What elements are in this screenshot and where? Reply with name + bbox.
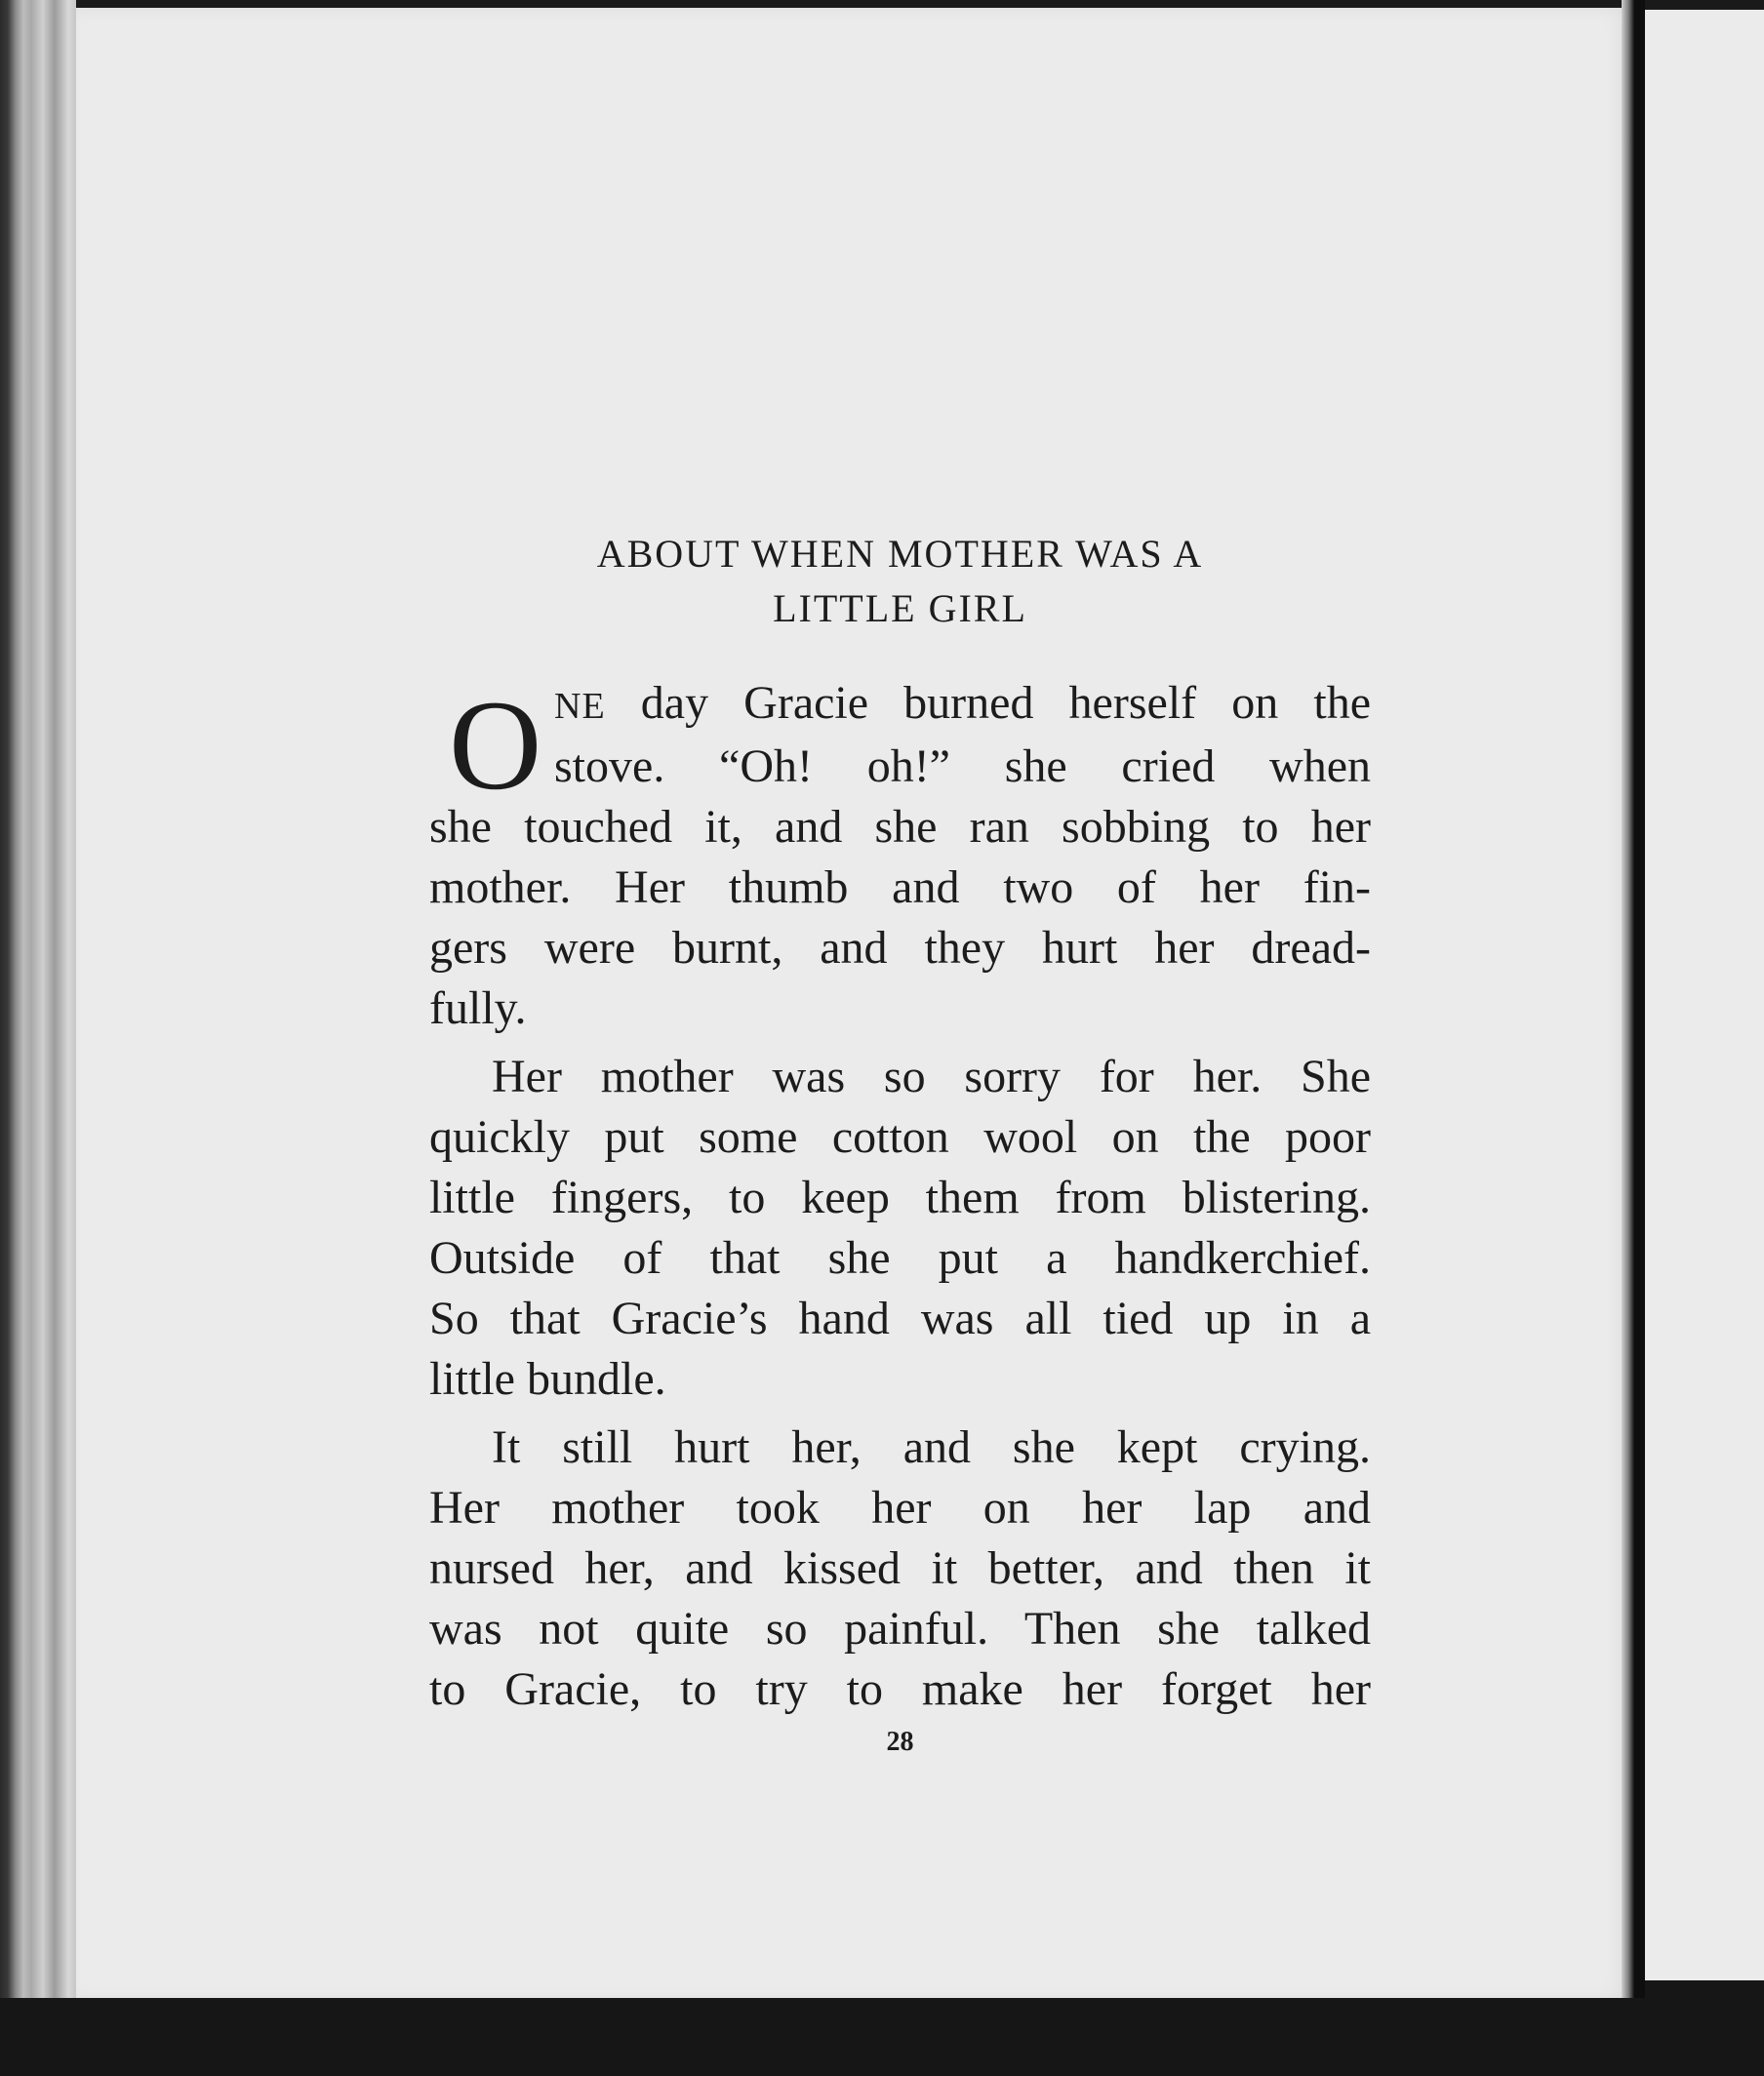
paragraph-line: little bundle.	[429, 1353, 666, 1405]
bottom-edge	[0, 1998, 1764, 2076]
paragraph-line: fully.	[429, 982, 527, 1034]
paragraph-3	[429, 1417, 1371, 1720]
paragraph-line: Her mother was so sorry for her. She	[492, 1051, 1371, 1102]
paragraph-line: nursed her, and kissed it better, and then it	[429, 1542, 1371, 1594]
paragraph-line: gers were burnt, and they hurt her dread-	[429, 922, 1371, 974]
paragraph-line: Her mother took her on her lap and	[429, 1482, 1371, 1534]
paragraph-line: Outside of that she put a handkerchief.	[429, 1232, 1371, 1284]
right-page-edge	[1639, 10, 1764, 1980]
chapter-title	[429, 527, 1371, 636]
small-caps-word: NE	[554, 686, 606, 727]
paragraph-line: quickly put some cotton wool on the poor	[429, 1111, 1371, 1163]
paragraph-line: So that Gracie’s hand was all tied up in a	[429, 1293, 1371, 1344]
page-text	[429, 527, 1371, 1757]
paragraph-line: was not quite so painful. Then she talked	[429, 1603, 1371, 1655]
chapter-title-line-1: ABOUT WHEN MOTHER WAS A	[596, 532, 1204, 576]
paragraph-line: little fingers, to keep them from blistering.	[429, 1172, 1371, 1223]
paragraph-2	[429, 1047, 1371, 1410]
page-number: 28	[886, 1727, 914, 1757]
page-gutter	[1622, 0, 1645, 2076]
paragraph-1	[429, 673, 1371, 1039]
paragraph-line: mother. Her thumb and two of her fin-	[429, 861, 1371, 913]
paragraph-line	[429, 673, 1371, 737]
paragraph-line: she touched it, and she ran sobbing to her	[429, 801, 1371, 853]
chapter-title-line-2: LITTLE GIRL	[773, 586, 1027, 630]
line-text: day Gracie burned herself on the	[605, 677, 1371, 729]
book-spine	[0, 0, 76, 2005]
paragraph-line: stove. “Oh! oh!” she cried when	[554, 740, 1371, 792]
paragraph-line: It still hurt her, and she kept crying.	[492, 1421, 1371, 1473]
drop-cap: O	[449, 673, 542, 817]
paragraph-line: to Gracie, to try to make her forget her	[429, 1663, 1371, 1715]
